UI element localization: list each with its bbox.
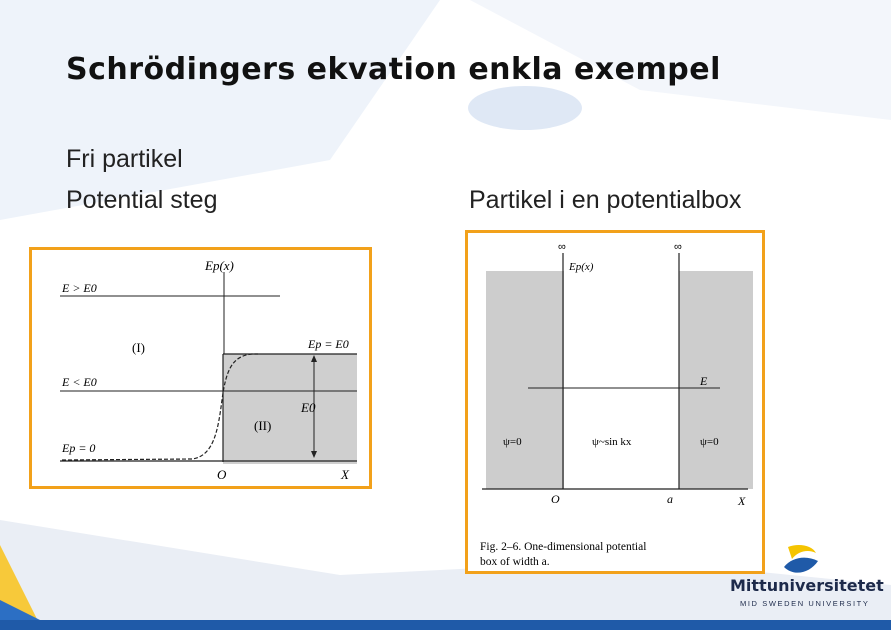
infinity-left: ∞ — [558, 241, 566, 253]
infinity-right: ∞ — [674, 241, 682, 253]
psi-left-label: ψ=0 — [503, 436, 522, 448]
bullet-free-particle: Fri partikel — [66, 145, 183, 173]
slide-title: Schrödingers ekvation enkla exempel — [66, 52, 721, 87]
bullet-potential-box: Partikel i en potentialbox — [469, 186, 742, 214]
logo-subtitle: MID SWEDEN UNIVERSITY — [740, 599, 870, 608]
region-one-label: (I) — [132, 340, 145, 355]
energy-label: E — [700, 374, 708, 388]
box-x-axis-label: X — [738, 494, 746, 508]
ep-zero-label: Ep = 0 — [62, 441, 96, 455]
e-greater-label: E > E0 — [62, 281, 97, 295]
region-two-label: (II) — [254, 418, 272, 433]
left-wall-shading — [486, 271, 564, 489]
logo-mark — [782, 543, 822, 577]
box-ep-axis-label: Ep(x) — [569, 261, 594, 273]
bullet-potential-step: Potential steg — [66, 186, 218, 214]
right-wall-shading — [679, 271, 753, 489]
university-logo — [730, 543, 884, 613]
ep-e0-label: Ep = E0 — [308, 337, 349, 351]
psi-right-label: ψ=0 — [700, 436, 719, 448]
e-less-label: E < E0 — [62, 375, 97, 389]
ep-axis-label: Ep(x) — [205, 258, 234, 273]
x-axis-label: X — [341, 467, 349, 482]
figure-caption-line1: Fig. 2–6. One-dimensional potential — [480, 541, 647, 553]
box-width-label: a — [667, 492, 673, 506]
potential-box-figure — [465, 230, 765, 574]
step-region-shading — [223, 354, 357, 464]
figure-caption-line2: box of width a. — [480, 556, 550, 568]
psi-mid-label: ψ~sin kx — [592, 436, 632, 448]
box-origin-label: O — [551, 492, 560, 506]
e0-label: E0 — [301, 400, 316, 415]
potential-box-diagram — [468, 233, 762, 571]
potential-step-diagram — [32, 250, 369, 486]
logo-name: Mittuniversitetet — [730, 576, 884, 595]
origin-label: O — [217, 467, 227, 482]
potential-step-figure — [29, 247, 372, 489]
